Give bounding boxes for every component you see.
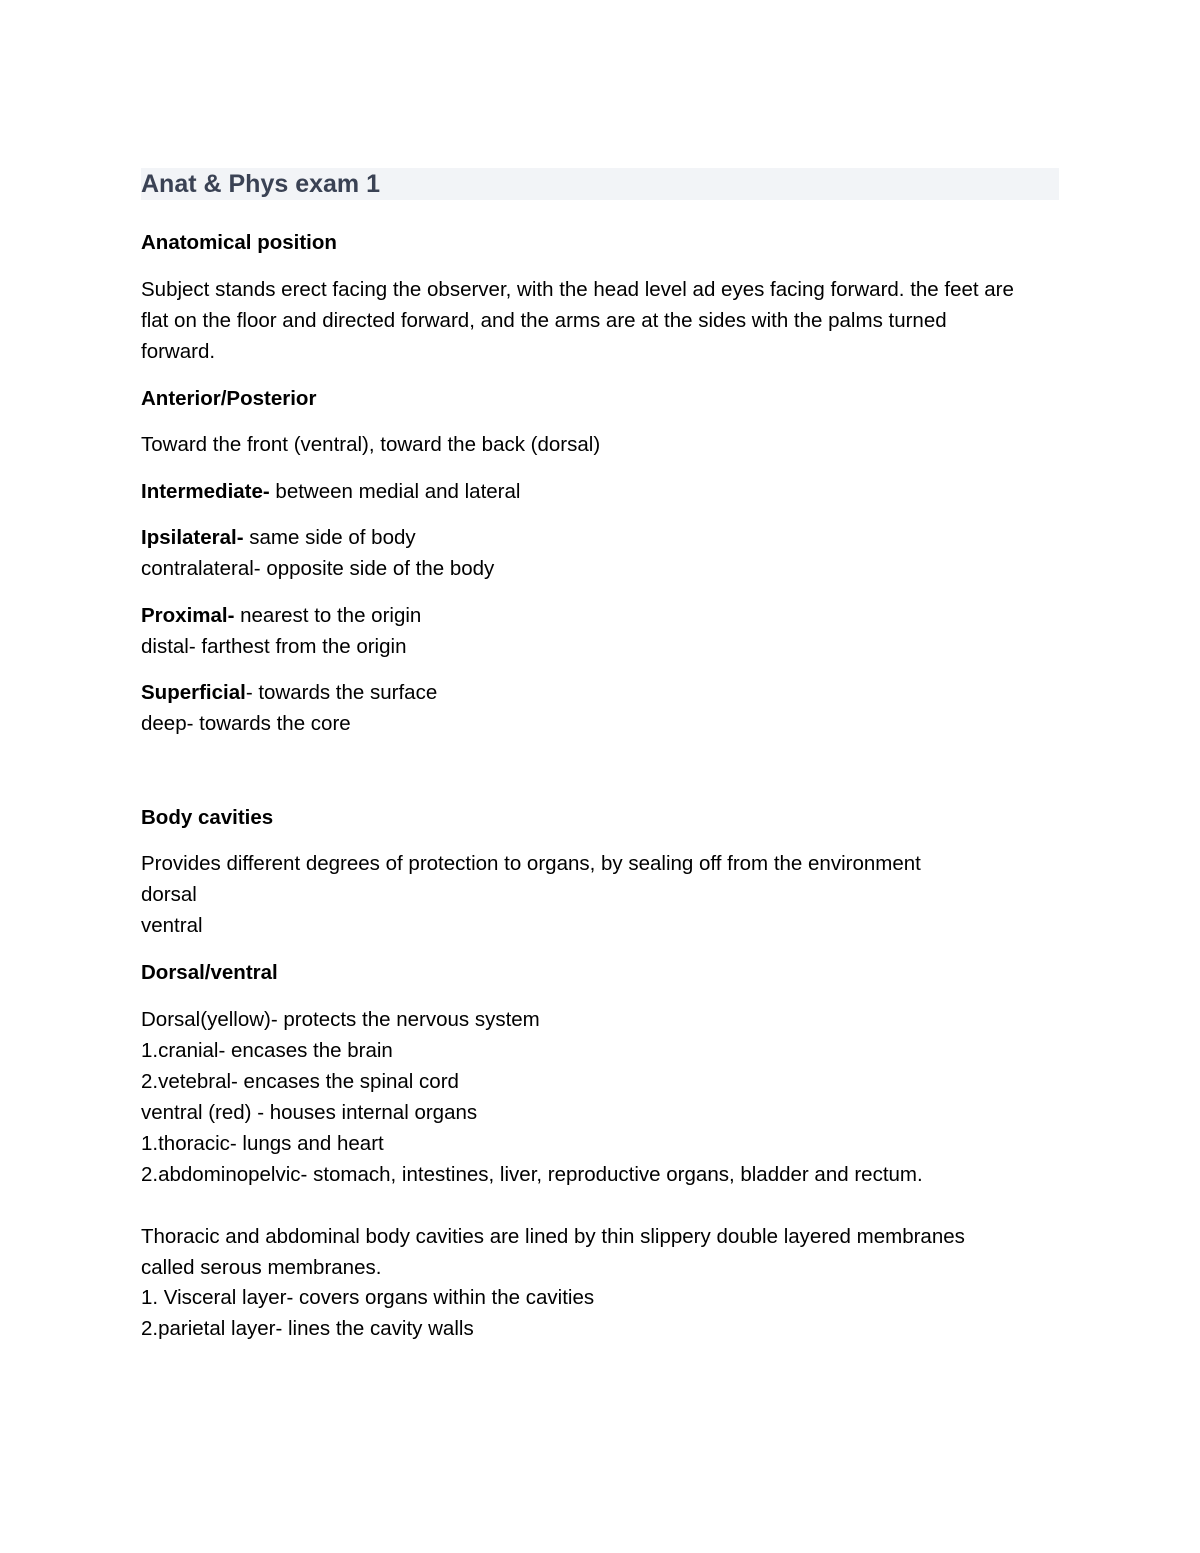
- term-definition: - towards the surface: [245, 681, 438, 704]
- term-label: Ipsilateral-: [141, 526, 244, 549]
- paragraph-line: 2.abdominopelvic- stomach, intestines, liver, reproductive organs, bladder and rectum.: [141, 1163, 923, 1186]
- term-superficial: [141, 677, 437, 708]
- paragraph-line: 1.cranial- encases the brain: [141, 1039, 393, 1062]
- term-intermediate: [141, 476, 520, 507]
- paragraph-line: forward.: [141, 340, 216, 363]
- term-definition: between medial and lateral: [269, 480, 521, 503]
- paragraph-line: 1.thoracic- lungs and heart: [141, 1132, 384, 1155]
- heading-body-cavities: Body cavities: [141, 806, 274, 829]
- paragraph-line: 2.parietal layer- lines the cavity walls: [141, 1317, 474, 1340]
- term-label: Proximal-: [141, 604, 235, 627]
- page-title: Anat & Phys exam 1: [141, 170, 380, 198]
- paragraph-line: flat on the floor and directed forward, and the arms are at the sides with the palms turned: [141, 309, 947, 332]
- paragraph-line: called serous membranes.: [141, 1256, 382, 1279]
- paragraph-line: deep- towards the core: [141, 712, 351, 735]
- paragraph-line: dorsal: [141, 883, 197, 906]
- heading-anatomical-position: Anatomical position: [141, 231, 337, 254]
- paragraph-line: distal- farthest from the origin: [141, 635, 407, 658]
- paragraph-line: Toward the front (ventral), toward the back (dorsal): [141, 433, 601, 456]
- paragraph-line: Subject stands erect facing the observer, with the head level ad eyes facing forward. the feet are: [141, 278, 1014, 301]
- term-definition: same side of body: [243, 526, 416, 549]
- term-label: Superficial: [141, 681, 246, 704]
- paragraph-line: ventral: [141, 914, 203, 937]
- paragraph-line: 1. Visceral layer- covers organs within the cavities: [141, 1286, 595, 1309]
- paragraph-line: Provides different degrees of protection to organs, by sealing off from the environment: [141, 852, 921, 875]
- term-label: Intermediate-: [141, 480, 270, 503]
- paragraph-line: Thoracic and abdominal body cavities are lined by thin slippery double layered membranes: [141, 1225, 965, 1248]
- heading-anterior-posterior: Anterior/Posterior: [141, 387, 317, 410]
- paragraph-line: 2.vetebral- encases the spinal cord: [141, 1070, 459, 1093]
- heading-dorsal-ventral: Dorsal/ventral: [141, 961, 278, 984]
- paragraph-line: Dorsal(yellow)- protects the nervous system: [141, 1008, 540, 1031]
- term-definition: nearest to the origin: [234, 604, 422, 627]
- paragraph-line: contralateral- opposite side of the body: [141, 557, 495, 580]
- paragraph-line: ventral (red) - houses internal organs: [141, 1101, 478, 1124]
- term-proximal: [141, 600, 421, 631]
- term-ipsilateral: [141, 522, 416, 553]
